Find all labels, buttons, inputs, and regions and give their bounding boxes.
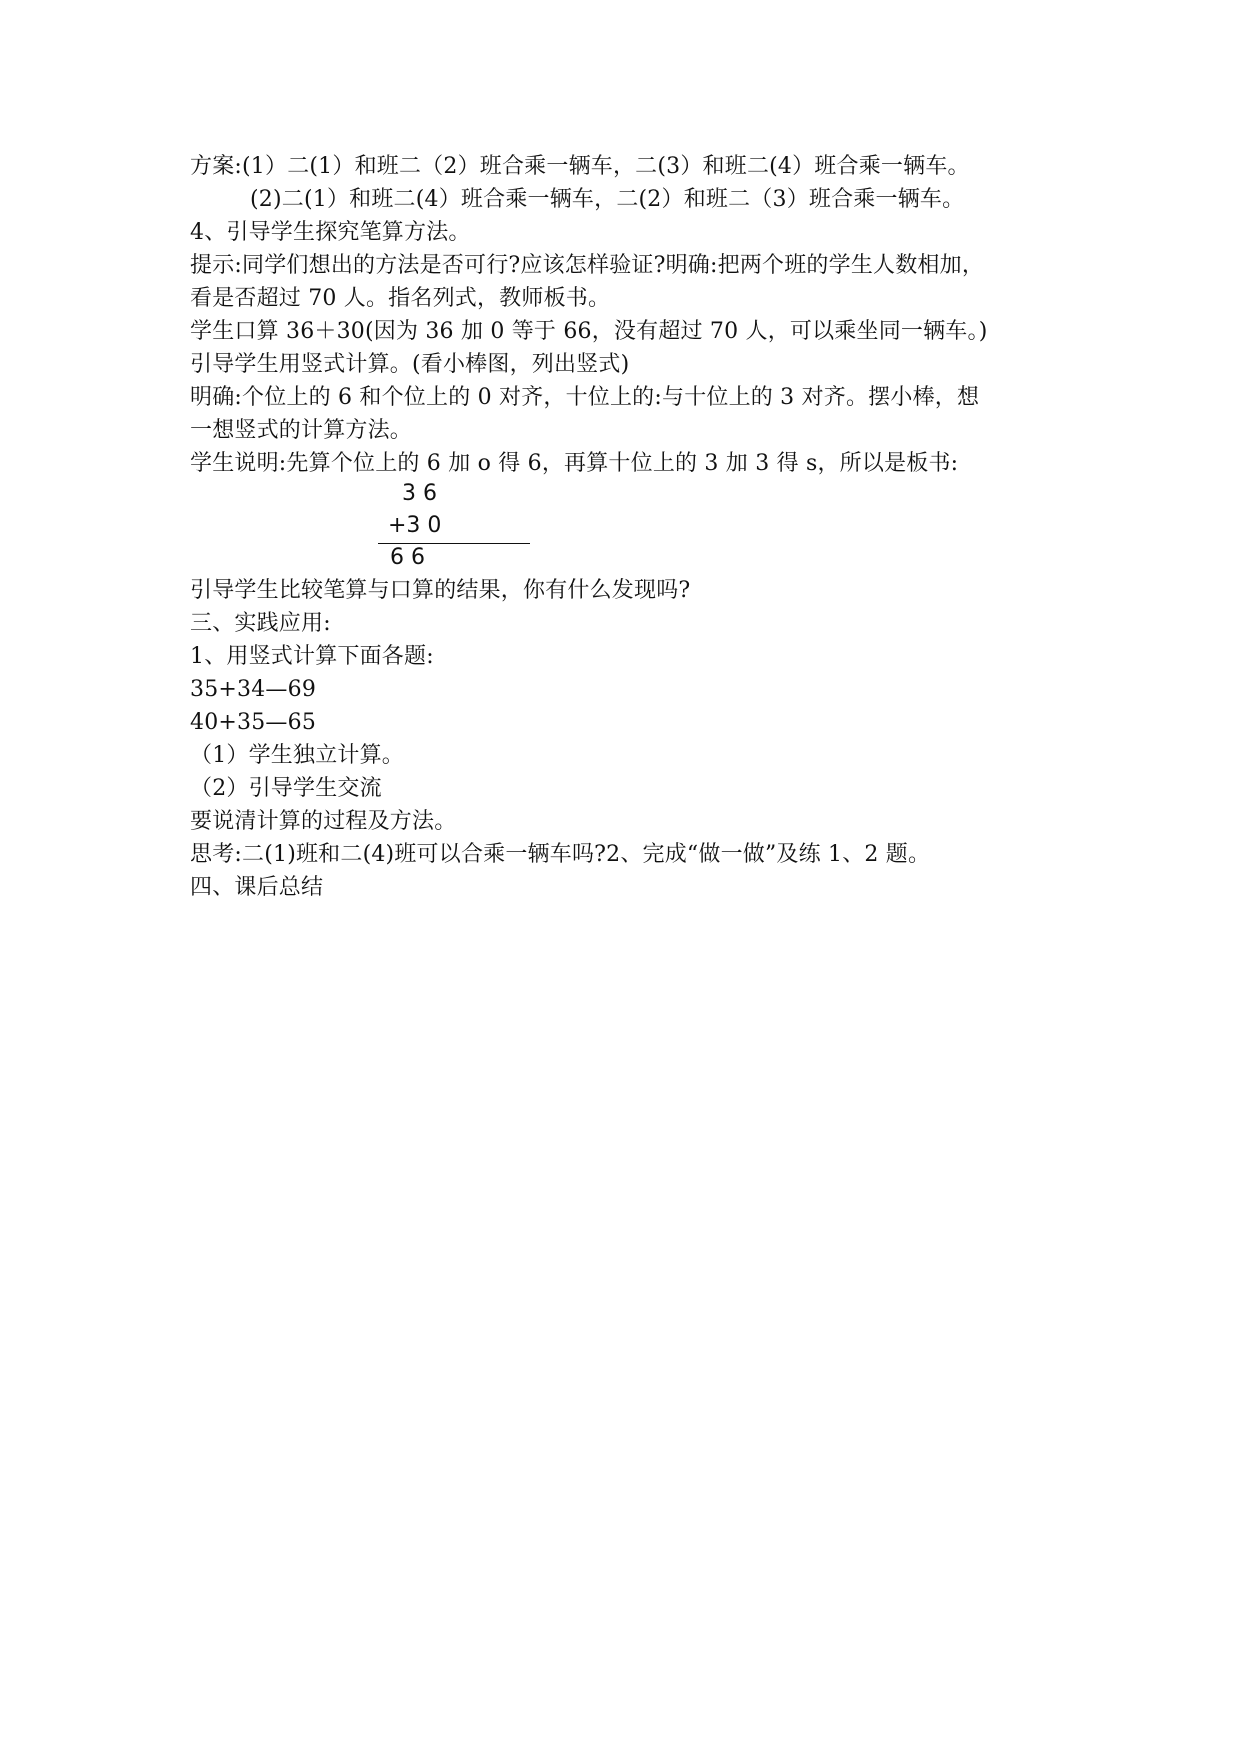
hint-line-2: 看是否超过 70 人。指名列式，教师板书。	[190, 286, 611, 311]
practice-problem-2: 40+35—65	[190, 710, 317, 735]
plan-line-1: 方案:(1）二(1）和班二（2）班合乘一辆车，二(3）和班二(4）班合乘一辆车。	[190, 154, 970, 179]
alignment-line-2: 一想竖式的计算方法。	[190, 418, 413, 443]
vertical-calc-guide-line: 引导学生用竖式计算。(看小棒图，列出竖式)	[190, 352, 630, 377]
mental-calc-line: 学生口算 36＋30(因为 36 加 0 等于 66，没有超过 70 人，可以乘坐同一辆车。)	[190, 319, 988, 344]
plan-line-2: (2)二(1）和班二(4）班合乘一辆车，二(2）和班二（3）班合乘一辆车。	[250, 187, 965, 212]
vertical-calc-rule-extension	[488, 543, 530, 544]
practice-step-1: （1）学生独立计算。	[190, 743, 404, 768]
thinking-question: 思考:二(1)班和二(4)班可以合乘一辆车吗?2、完成“做一做”及练 1、2 题。	[190, 842, 931, 867]
student-explanation-line: 学生说明:先算个位上的 6 加 o 得 6，再算十位上的 3 加 3 得 s，所以是板书:	[190, 451, 959, 476]
vertical-calc-top: 3 6	[402, 481, 437, 506]
practice-instruction: 1、用竖式计算下面各题:	[190, 644, 434, 669]
vertical-calc-middle: +3 0	[388, 513, 442, 538]
practice-problem-1: 35+34—69	[190, 677, 317, 702]
vertical-calc-result: 6 6	[390, 545, 425, 570]
section-heading-practice: 三、实践应用:	[190, 611, 331, 636]
compare-line: 引导学生比较笔算与口算的结果，你有什么发现吗?	[190, 578, 691, 603]
practice-note: 要说清计算的过程及方法。	[190, 809, 457, 834]
section-heading-summary: 四、课后总结	[190, 875, 324, 900]
alignment-line-1: 明确:个位上的 6 和个位上的 0 对齐，十位上的:与十位上的 3 对齐。摆小棒，想	[190, 385, 980, 410]
section-heading-step-4: 4、引导学生探究笔算方法。	[190, 220, 471, 245]
practice-step-2: （2）引导学生交流	[190, 776, 382, 801]
hint-line-1: 提示:同学们想出的方法是否可行?应该怎样验证?明确:把两个班的学生人数相加，	[190, 253, 985, 278]
